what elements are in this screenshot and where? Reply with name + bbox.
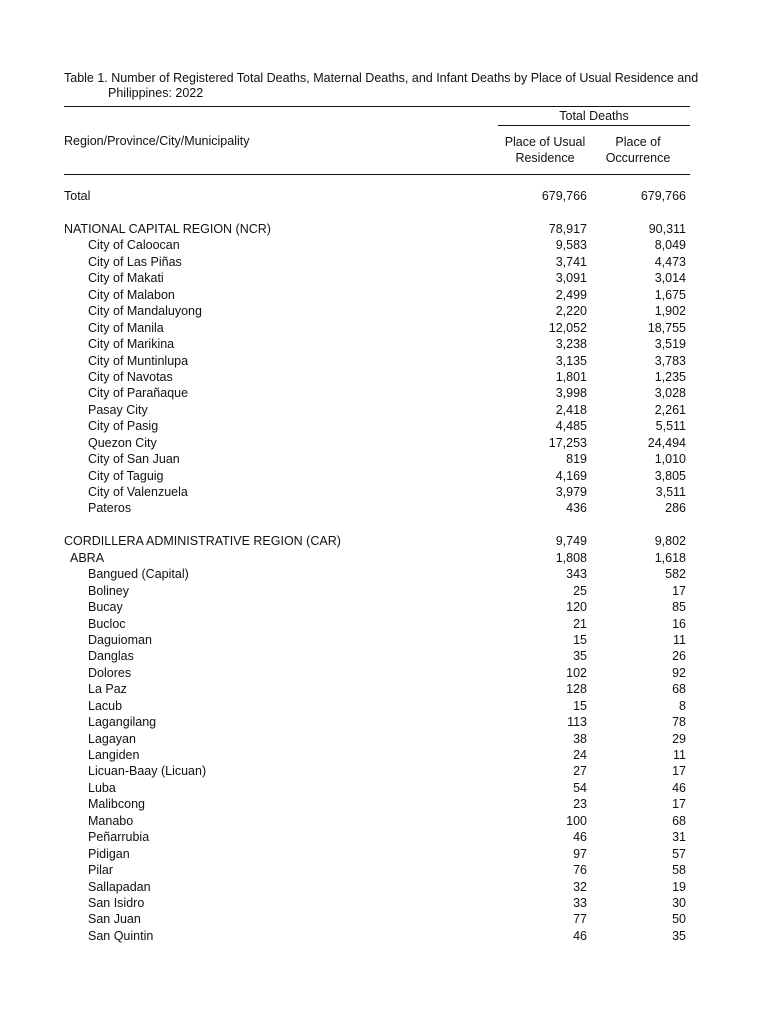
row-value-residence: 3,238 xyxy=(555,337,587,352)
table-row xyxy=(64,336,688,352)
row-value-residence: 128 xyxy=(566,682,587,697)
row-value-occurrence: 90,311 xyxy=(648,222,686,236)
row-value-occurrence: 19 xyxy=(672,879,686,894)
row-value-occurrence: 30 xyxy=(672,895,686,910)
table-row xyxy=(64,566,688,582)
table-title xyxy=(64,71,768,101)
row-label: Manabo xyxy=(88,813,134,828)
row-value-occurrence: 17 xyxy=(672,797,686,812)
row-label: Peñarrubia xyxy=(88,830,150,845)
row-value-residence: 3,998 xyxy=(555,386,587,401)
table-row xyxy=(64,402,688,418)
row-value-residence: 1,808 xyxy=(555,550,587,565)
row-label: Lagayan xyxy=(88,731,136,746)
table-row xyxy=(64,616,688,632)
group-header-rule xyxy=(498,125,690,126)
row-value-residence: 32 xyxy=(573,879,587,894)
row-value-occurrence: 3,783 xyxy=(654,353,686,368)
row-label: City of Las Piñas xyxy=(88,254,182,269)
row-value-occurrence: 1,902 xyxy=(654,304,686,319)
table-row xyxy=(64,254,688,270)
row-value-residence: 343 xyxy=(566,567,587,582)
row-value-residence: 77 xyxy=(573,912,587,927)
row-value-occurrence: 35 xyxy=(672,928,686,943)
row-value-residence: 54 xyxy=(573,780,587,795)
row-value-residence: 2,418 xyxy=(555,402,587,417)
row-value-occurrence: 3,014 xyxy=(654,271,686,286)
row-value-occurrence: 24,494 xyxy=(647,435,686,450)
table-row xyxy=(64,599,688,615)
row-value-occurrence: 57 xyxy=(672,846,686,861)
row-label: Total xyxy=(64,189,91,203)
header-bottom-rule xyxy=(64,174,690,175)
row-label: ABRA xyxy=(70,550,105,565)
row-value-residence: 15 xyxy=(573,632,587,647)
row-value-occurrence: 26 xyxy=(672,649,686,664)
row-label: City of Malabon xyxy=(88,287,175,302)
row-value-residence: 2,220 xyxy=(555,304,587,319)
table-row xyxy=(64,731,688,747)
table-row xyxy=(64,714,688,730)
row-value-occurrence: 17 xyxy=(672,583,686,598)
table-row xyxy=(64,500,688,516)
row-label: Daguioman xyxy=(88,632,152,647)
row-value-occurrence: 5,511 xyxy=(655,419,686,434)
table-row xyxy=(64,418,688,434)
row-value-occurrence: 679,766 xyxy=(640,189,686,203)
row-value-residence: 25 xyxy=(573,583,587,598)
row-value-occurrence: 8,049 xyxy=(654,238,686,253)
row-value-occurrence: 29 xyxy=(672,731,686,746)
row-value-occurrence: 31 xyxy=(672,830,686,845)
row-value-residence: 46 xyxy=(573,830,587,845)
column-header-occurrence-line-2: Occurrence xyxy=(605,151,671,165)
row-value-residence: 102 xyxy=(566,665,587,680)
table-row xyxy=(64,665,688,681)
table-row xyxy=(64,846,688,862)
table-row xyxy=(64,303,688,319)
row-label: City of Valenzuela xyxy=(88,485,188,499)
row-value-residence: 3,135 xyxy=(555,353,587,368)
row-value-occurrence: 4,473 xyxy=(654,254,686,269)
row-label: San Juan xyxy=(88,912,141,927)
column-header-occurrence xyxy=(596,134,680,166)
row-value-residence: 12,052 xyxy=(548,320,587,335)
row-value-residence: 78,917 xyxy=(548,222,587,236)
row-label: La Paz xyxy=(88,682,127,697)
column-header-region: Region/Province/City/Municipality xyxy=(64,134,250,148)
row-label: Sallapadan xyxy=(88,879,151,894)
row-label: Bucloc xyxy=(88,616,126,631)
row-value-residence: 76 xyxy=(573,863,587,878)
row-value-residence: 38 xyxy=(573,731,587,746)
row-value-residence: 3,979 xyxy=(555,485,587,499)
row-value-occurrence: 3,511 xyxy=(655,485,686,499)
row-value-residence: 436 xyxy=(566,501,587,516)
table-row xyxy=(64,928,688,944)
row-value-residence: 3,741 xyxy=(555,254,587,269)
row-label: City of Navotas xyxy=(88,369,173,384)
row-value-residence: 2,499 xyxy=(555,287,587,302)
table-row xyxy=(64,698,688,714)
row-label: City of Parañaque xyxy=(88,386,189,401)
row-value-residence: 15 xyxy=(573,698,587,713)
row-value-occurrence: 1,675 xyxy=(654,287,686,302)
row-label: City of Manila xyxy=(88,320,164,335)
table-row xyxy=(64,385,688,401)
row-value-residence: 46 xyxy=(573,928,587,943)
row-label: City of Marikina xyxy=(88,337,175,352)
table-row-region xyxy=(64,221,688,237)
table-title-line-2: Philippines: 2022 xyxy=(108,86,204,100)
row-label: Pidigan xyxy=(88,846,130,861)
table-row xyxy=(64,862,688,878)
table-row xyxy=(64,747,688,763)
section-spacer xyxy=(64,517,688,533)
table-row-province xyxy=(64,550,688,566)
row-value-occurrence: 9,802 xyxy=(654,534,686,549)
table-row-total xyxy=(64,188,688,204)
row-value-residence: 27 xyxy=(573,764,587,779)
row-value-residence: 113 xyxy=(567,715,587,730)
row-value-occurrence: 92 xyxy=(672,665,686,680)
table-row xyxy=(64,287,688,303)
table-row xyxy=(64,632,688,648)
row-value-residence: 35 xyxy=(573,649,587,664)
group-header-total-deaths: Total Deaths xyxy=(559,109,629,123)
table-title-line-1: Table 1. Number of Registered Total Deaths, Maternal Deaths, and Infant Deaths by Place of Usual Residence and xyxy=(64,71,699,85)
row-value-occurrence: 3,805 xyxy=(654,468,686,483)
table-row xyxy=(64,451,688,467)
row-value-residence: 679,766 xyxy=(541,189,587,203)
row-value-residence: 100 xyxy=(566,813,587,828)
row-label: Lagangilang xyxy=(88,715,157,730)
row-value-occurrence: 78 xyxy=(672,715,686,730)
row-label: Malibcong xyxy=(88,797,145,812)
row-value-residence: 24 xyxy=(573,748,587,762)
table-row xyxy=(64,829,688,845)
row-value-occurrence: 8 xyxy=(679,698,686,713)
row-label: CORDILLERA ADMINISTRATIVE REGION (CAR) xyxy=(64,534,341,549)
row-value-occurrence: 85 xyxy=(672,600,686,615)
table-row xyxy=(64,270,688,286)
row-label: City of Makati xyxy=(88,271,164,286)
table-row xyxy=(64,583,688,599)
table-row xyxy=(64,879,688,895)
row-label: Bangued (Capital) xyxy=(88,567,189,582)
row-label: Luba xyxy=(88,780,116,795)
table-row-region xyxy=(64,533,688,549)
row-value-residence: 3,091 xyxy=(555,271,587,286)
row-label: Licuan-Baay (Licuan) xyxy=(88,764,207,779)
row-label: Boliney xyxy=(88,583,129,598)
table-row xyxy=(64,911,688,927)
row-value-occurrence: 3,519 xyxy=(654,337,686,352)
table-row xyxy=(64,648,688,664)
table-row xyxy=(64,320,688,336)
row-label: Pateros xyxy=(88,501,132,516)
column-header-occurrence-line-1: Place of xyxy=(615,135,661,149)
table-row xyxy=(64,369,688,385)
table-row xyxy=(64,813,688,829)
row-value-residence: 9,749 xyxy=(555,534,587,549)
row-value-occurrence: 18,755 xyxy=(647,320,686,335)
row-label: Lacub xyxy=(88,698,123,713)
row-label: City of Muntinlupa xyxy=(88,353,189,368)
row-label: NATIONAL CAPITAL REGION (NCR) xyxy=(64,222,271,236)
row-value-occurrence: 3,028 xyxy=(654,386,686,401)
row-value-residence: 23 xyxy=(573,797,587,812)
row-value-residence: 4,485 xyxy=(555,419,587,434)
row-value-occurrence: 1,618 xyxy=(654,550,686,565)
row-label: Danglas xyxy=(88,649,134,664)
table-body xyxy=(64,221,688,944)
row-value-occurrence: 2,261 xyxy=(654,402,686,417)
header-top-rule xyxy=(64,106,690,107)
row-label: City of Mandaluyong xyxy=(88,304,202,319)
column-header-residence xyxy=(498,134,592,166)
row-value-residence: 819 xyxy=(566,452,587,467)
row-label: City of Caloocan xyxy=(88,238,180,253)
row-label: Pilar xyxy=(88,863,114,878)
column-header-residence-line-1: Place of Usual xyxy=(504,135,586,149)
row-label: City of Pasig xyxy=(88,419,159,434)
row-label: City of Taguig xyxy=(88,468,164,483)
row-label: Langiden xyxy=(88,748,140,762)
row-value-residence: 97 xyxy=(573,846,587,861)
row-value-occurrence: 58 xyxy=(672,863,686,878)
row-value-occurrence: 68 xyxy=(672,813,686,828)
row-label: Pasay City xyxy=(88,402,148,417)
row-value-occurrence: 1,010 xyxy=(654,452,686,467)
row-value-occurrence: 582 xyxy=(665,567,686,582)
row-value-residence: 33 xyxy=(573,895,587,910)
row-label: Bucay xyxy=(88,600,123,615)
row-value-occurrence: 68 xyxy=(672,682,686,697)
row-value-residence: 21 xyxy=(573,616,587,631)
row-value-occurrence: 50 xyxy=(672,912,686,927)
row-label: Dolores xyxy=(88,665,132,680)
row-value-residence: 1,801 xyxy=(555,369,587,384)
table-row xyxy=(64,484,688,500)
row-value-occurrence: 17 xyxy=(672,764,686,779)
row-value-residence: 17,253 xyxy=(548,435,587,450)
row-value-residence: 120 xyxy=(566,600,587,615)
table-row xyxy=(64,681,688,697)
row-label: San Isidro xyxy=(88,895,145,910)
row-value-occurrence: 286 xyxy=(665,501,686,516)
row-value-occurrence: 16 xyxy=(672,616,686,631)
row-value-occurrence: 11 xyxy=(673,748,686,762)
table-row xyxy=(64,763,688,779)
table-row xyxy=(64,780,688,796)
table-row xyxy=(64,237,688,253)
table-row xyxy=(64,435,688,451)
row-value-residence: 4,169 xyxy=(555,468,587,483)
row-label: San Quintin xyxy=(88,928,154,943)
row-value-occurrence: 1,235 xyxy=(654,369,686,384)
row-value-occurrence: 46 xyxy=(672,780,686,795)
row-label: Quezon City xyxy=(88,435,157,450)
table-row xyxy=(64,796,688,812)
table-row xyxy=(64,468,688,484)
column-header-residence-line-2: Residence xyxy=(515,151,575,165)
table-row xyxy=(64,895,688,911)
row-label: City of San Juan xyxy=(88,452,180,467)
table-row xyxy=(64,353,688,369)
row-value-residence: 9,583 xyxy=(555,238,587,253)
row-value-occurrence: 11 xyxy=(673,632,686,647)
